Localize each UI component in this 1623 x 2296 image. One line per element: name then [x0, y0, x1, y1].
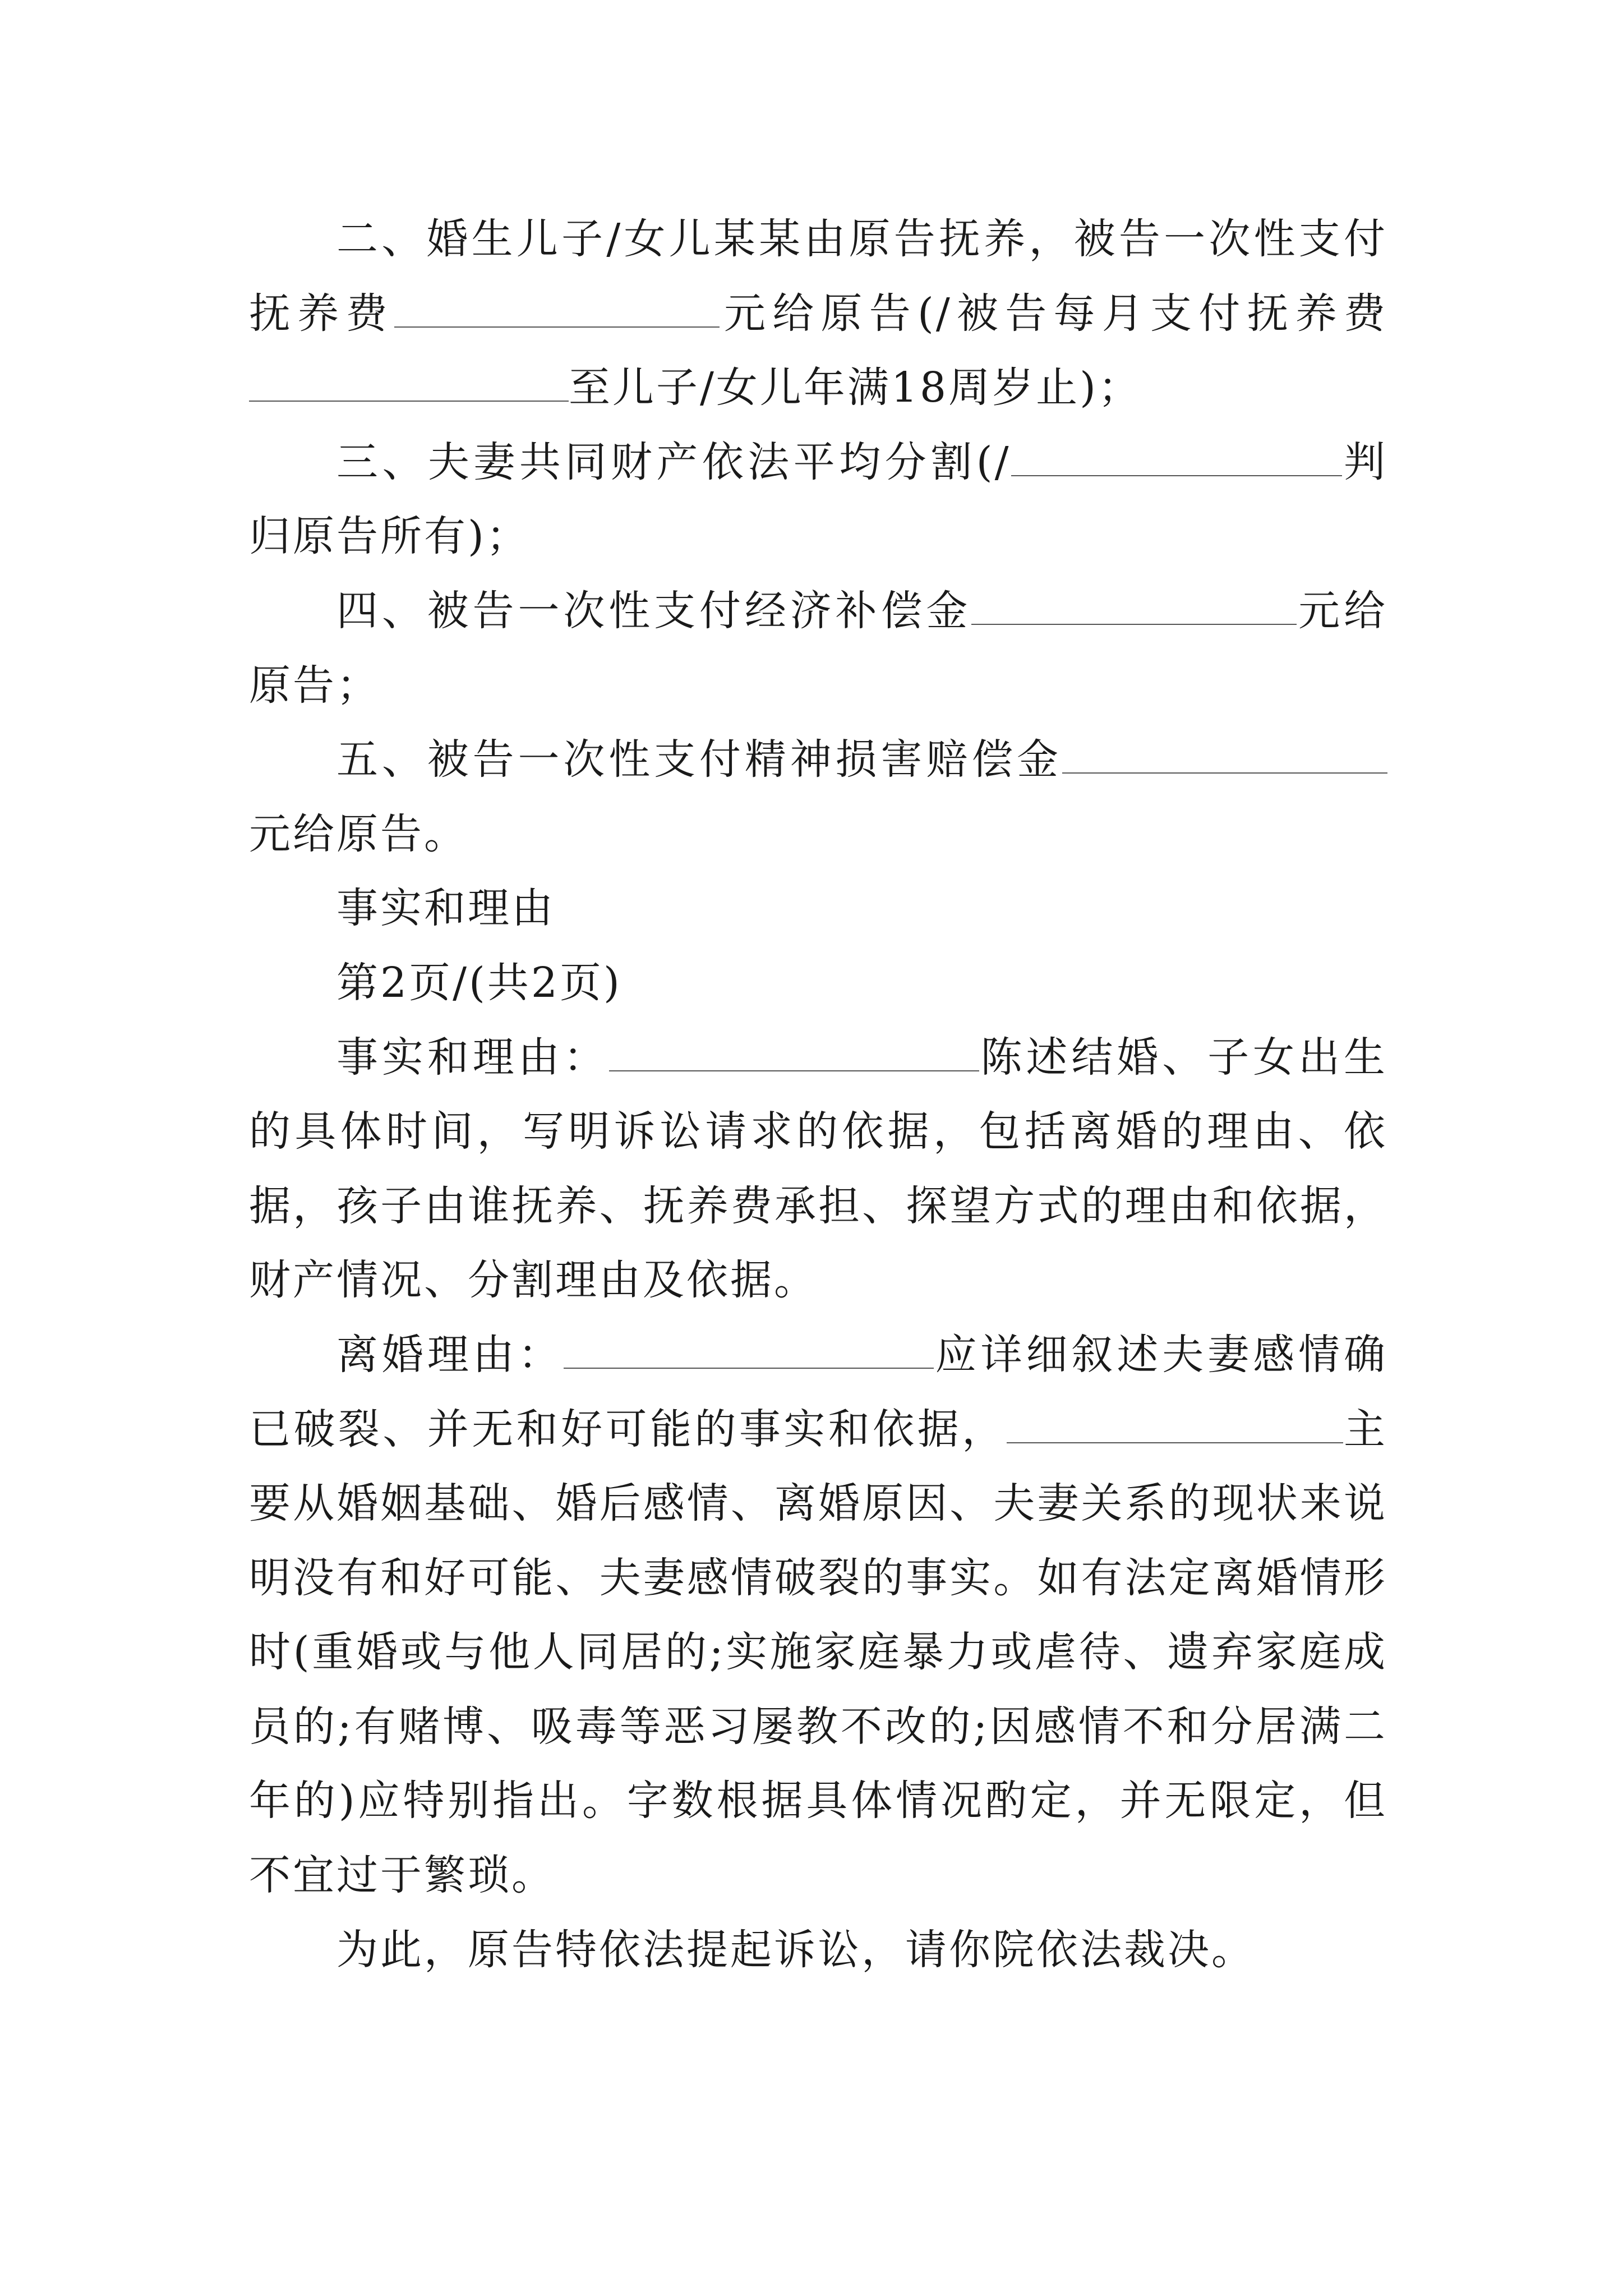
custody-amount-blank [394, 282, 720, 328]
damages-blank [1062, 728, 1387, 774]
document-body [249, 202, 1387, 1987]
custody-text-3: 至儿子/女儿年满18周岁止)； [569, 364, 1142, 412]
compensation-text-2: 元给原告； [249, 586, 1387, 710]
page-number: 第2页/(共2页) [336, 958, 622, 1007]
custody-text-2: 元给原告(/被告每月支付抚养费 [719, 289, 1387, 338]
property-text-1: 三、夫妻共同财产依法平均分割(/ [336, 438, 1011, 486]
custody-text-1: 二、婚生儿子/女儿某某由原告抚养，被告一次性支付抚养费 [249, 215, 1387, 338]
property-blank [1011, 430, 1342, 476]
monthly-support-blank [249, 356, 569, 402]
paragraph-compensation [249, 574, 1387, 723]
divorce-reason-blank-2 [1007, 1397, 1343, 1443]
property-text-2: 判归原告所有)； [249, 438, 1387, 561]
divorce-reason-text-2: 主要从婚姻基础、婚后感情、离婚原因、夫妻关系的现状来说明没有和好可能、夫妻感情破裂的事实。如有法定离婚情形时(重婚或与他人同居的;实施家庭暴力或虐待、遗弃家庭成员的;有赌博、吸毒等恶习屡教不改的;因感情不和分居满二年的)应特别指出。字数根据具体情况酌定，并无限定，但不宜过于繁琐。 [249, 1405, 1388, 1900]
paragraph-property [249, 425, 1387, 574]
divorce-reason-text-1: 应详细叙述夫妻感情确已破裂、并无和好可能的事实和依据， [249, 1330, 1388, 1453]
paragraph-closing: 为此，原告特依法提起诉讼，请你院依法裁决。 [336, 1925, 1255, 1974]
divorce-reason-label: 离婚理由： [336, 1330, 564, 1379]
damages-text-1: 五、被告一次性支付精神损害赔偿金 [336, 735, 1062, 784]
facts-label: 事实和理由： [336, 1033, 609, 1082]
compensation-text-1: 四、被告一次性支付经济补偿金 [336, 586, 972, 635]
damages-text-2: 元给原告。 [249, 809, 468, 858]
paragraph-divorce-reason [249, 1318, 1387, 1913]
paragraph-custody [249, 202, 1387, 425]
paragraph-damages [249, 723, 1387, 871]
divorce-reason-blank-1 [564, 1323, 934, 1369]
facts-blank [609, 1025, 979, 1071]
compensation-blank [971, 579, 1297, 625]
section-heading: 事实和理由 [336, 884, 555, 933]
paragraph-facts [249, 1020, 1387, 1318]
facts-text: 陈述结婚、子女出生的具体时间，写明诉讼请求的依据，包括离婚的理由、依据，孩子由谁抚养、抚养费承担、探望方式的理由和依据，财产情况、分割理由及依据。 [249, 1033, 1388, 1305]
